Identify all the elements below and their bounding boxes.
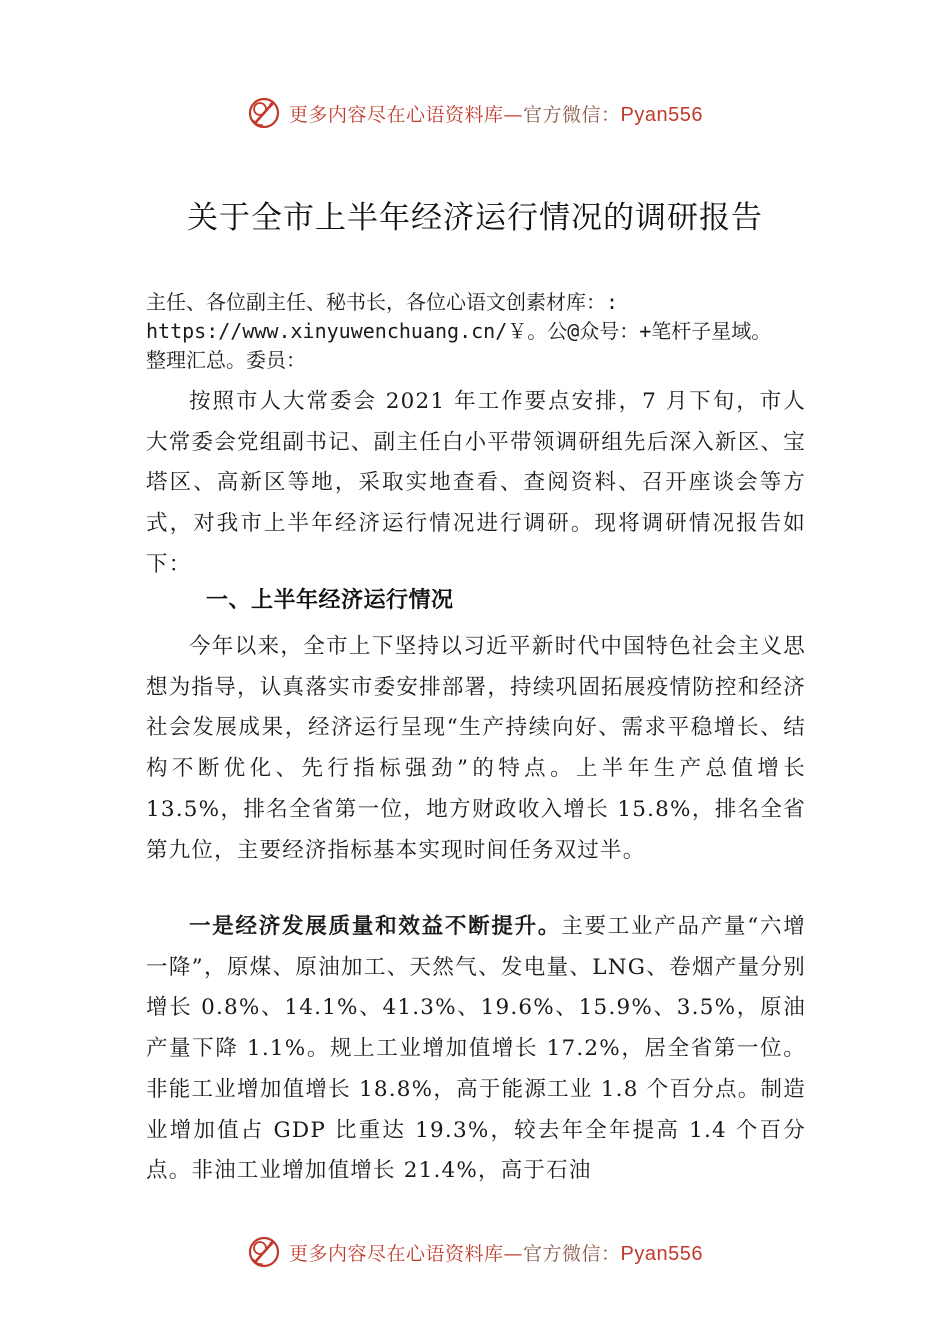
banner-wechat-label: 官方微信： bbox=[523, 103, 621, 126]
banner-slogan: 更多内容尽在心语资料库 bbox=[289, 1242, 504, 1265]
section-paragraph-2 bbox=[146, 907, 806, 1192]
salutation-line-3: 整理汇总。委员： bbox=[146, 348, 306, 372]
salutation bbox=[146, 288, 866, 375]
banner-wechat-label: 官方微信： bbox=[523, 1242, 621, 1265]
banner-wechat-id: Pyan556 bbox=[620, 103, 703, 126]
section-paragraph-1: 今年以来，全市上下坚持以习近平新时代中国特色社会主义思想为指导，认真落实市委安排部署，持续巩固拓展疫情防控和经济社会发展成果，经济运行呈现“生产持续向好、需求平稳增长、结构不断优化、先行指标强劲”的特点。上半年生产总值增长 13.5%，排名全省第一位，地方财政收入增长 15.8%，排名全省第九位，主要经济指标基本实现时间任务双过半。 bbox=[146, 634, 806, 863]
intro-paragraph: 按照市人大常委会 2021 年工作要点安排，7 月下旬，市人大常委会党组副书记、副主任白小平带领调研组先后深入新区、宝塔区、高新区等地，采取实地查看、查阅资料、召开座谈会等方式，对我市上半年经济运行情况进行调研。现将调研情况报告如下： bbox=[146, 389, 806, 577]
banner-text bbox=[289, 100, 703, 127]
paragraph-body: 主要工业产品产量“六增一降”，原煤、原油加工、天然气、发电量、LNG、卷烟产量分别增长 0.8%、14.1%、41.3%、19.6%、15.9%、3.5%，原油产量下降 1.1%。规上工业增加值增长 17.2%，居全省第一位。非能工业增加值增长 18.8%，高于能源工业 1.8 个百分点。制造业增加值占 GDP 比重达 19.3%，较去年全年提高 1.4 个百分点。非油工业增加值增长 21.4%，高于石油 bbox=[146, 914, 806, 1184]
paragraph-lead-bold: 一是经济发展质量和效益不断提升。 bbox=[189, 914, 562, 939]
library-logo-icon bbox=[247, 96, 281, 130]
document-title: 关于全市上半年经济运行情况的调研报告 bbox=[187, 200, 763, 236]
library-logo-icon bbox=[247, 1235, 281, 1269]
section-heading: 一、上半年经济运行情况 bbox=[206, 588, 454, 613]
banner-text bbox=[289, 1239, 703, 1266]
banner-separator: — bbox=[503, 1242, 524, 1265]
salutation-line-2: https://www.xinyuwenchuang.cn/￥。公@众号：+笔杆子星域。 bbox=[146, 319, 772, 343]
header-banner bbox=[0, 93, 950, 133]
banner-separator: — bbox=[503, 103, 524, 126]
banner-slogan: 更多内容尽在心语资料库 bbox=[289, 103, 504, 126]
banner-wechat-id: Pyan556 bbox=[620, 1242, 703, 1265]
footer-banner bbox=[0, 1232, 950, 1272]
salutation-line-1: 主任、各位副主任、秘书长，各位心语文创素材库：: bbox=[146, 290, 619, 314]
